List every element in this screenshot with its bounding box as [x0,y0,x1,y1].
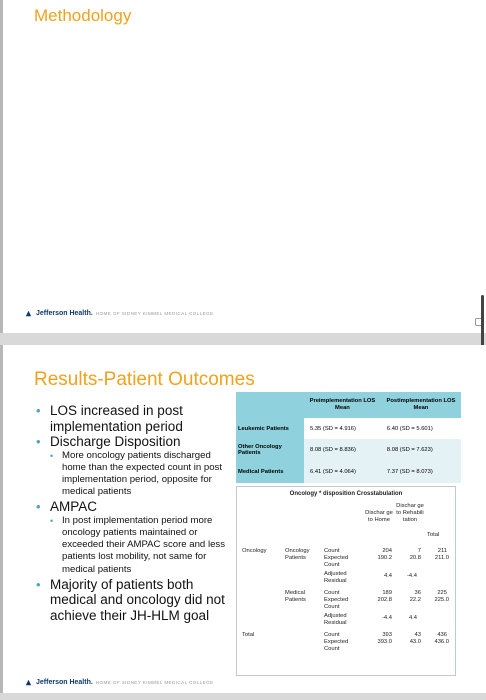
los-row-label: Leukemic Patients [236,418,304,439]
crosstab-header-rehab: Dischar ge to Rehabili tation [396,503,424,523]
los-header-blank [236,392,304,418]
bullet-ampac: • AMPAC [36,499,236,515]
los-cell: 6.40 (SD = 5.601) [381,418,461,439]
footer-college: HOME OF SIDNEY KIMMEL MEDICAL COLLEGE [95,680,214,685]
crosstab-stat: Expected Count [324,555,349,568]
los-cell: 5.35 (SD = 4.916) [304,418,381,439]
los-cell: 8.08 (SD = 8.836) [304,439,381,461]
los-cell: 7.37 (SD = 8.073) [381,461,461,483]
crosstab-cell: -4.4 [407,573,417,579]
crosstab-row-total: Total [242,632,255,638]
bullet-discharge-sub: • More oncology patients discharged home than the expected count in post implementation period, opposite for medical patients [48,450,236,499]
crosstab-cell: 393.0 [377,639,392,645]
slide-results[interactable] [0,345,486,693]
crosstab-stat: Count [324,590,340,596]
crosstab-cell: 436 [437,632,447,638]
los-header-pre: Preimplementation LOS Mean [304,392,381,418]
crosstab-header-total: Total [427,532,440,538]
footer-brand: Jefferson Health. [36,679,93,686]
crosstab-cell: 20.8 [409,555,421,561]
bullet-discharge: • Discharge Disposition [36,434,236,450]
crosstab-title: Oncology * disposition Crosstabulation [289,491,403,497]
crosstab-cell: 4.4 [383,573,392,579]
crosstab-row-oncology: Oncology Patients [285,548,310,561]
bullet-los: • LOS increased in post implementation period [36,403,236,434]
crosstab-stat: Expected Count [324,597,349,610]
crosstab-cell: 225 [437,590,447,596]
crosstab-cell: 393 [382,632,392,638]
crosstab-cell: -4.4 [382,615,392,621]
crosstab-cell: 4.4 [408,615,417,621]
footer-brand: Jefferson Health. [36,310,93,317]
crosstab-cell: 190.2 [377,555,392,561]
crosstab-cell: 202.8 [377,597,392,603]
los-cell: 8.08 (SD = 7.623) [381,439,461,461]
slide-methodology[interactable] [0,0,486,333]
jefferson-logo-icon [24,309,33,318]
crosstab-cell: 36 [414,590,421,596]
los-table [236,392,461,483]
slide-footer [24,678,214,687]
crosstab-cell: 43 [414,632,421,638]
crosstab-cell: 189 [382,590,392,596]
crosstab-cell: 43.0 [409,639,421,645]
los-cell: 6.41 (SD = 4.064) [304,461,381,483]
slide-left-rule [0,345,3,693]
crosstab-group-label: Oncology [242,548,267,554]
crosstab-stat: Expected Count [324,639,349,652]
slide-footer [24,309,214,318]
footer-college: HOME OF SIDNEY KIMMEL MEDICAL COLLEGE [95,311,214,316]
los-row-label: Other Oncology Patients [236,439,304,461]
crosstab-header-home: Dischar ge to Home [365,510,393,523]
crosstab-cell: 22.2 [409,597,421,603]
slide-title: Methodology [34,6,132,25]
crosstab-cell: 211.0 [434,555,449,561]
crosstab-cell: 225.0 [434,597,449,603]
crosstab-table [236,486,456,676]
slide-title: Results-Patient Outcomes [34,369,255,390]
jefferson-logo-icon [24,678,33,687]
los-header-post: Postimplementation LOS Mean [381,392,461,418]
crosstab-row-medical: Medical Patients [285,590,306,603]
los-row-label: Medical Patients [236,461,304,483]
bullet-ampac-sub: • In post implementation period more oncology patients maintained or exceeded their AMPAC score and less patients lost mobility, not same for medical patients [48,515,236,576]
crosstab-stat: Adjusted Residual [324,571,347,584]
crosstab-stat: Count [324,548,340,554]
bullet-majority: • Majority of patients both medical and oncology did not achieve their JH-HLM goal [36,577,236,624]
slide-left-rule [0,0,3,333]
crosstab-cell: 204 [382,548,392,554]
crosstab-cell: 436.0 [434,639,449,645]
crosstab-stat: Count [324,632,340,638]
crosstab-stat: Adjusted Residual [324,613,347,626]
crosstab-cell: 7 [417,548,421,554]
bullet-list [36,403,236,623]
crosstab-cell: 211 [437,548,447,554]
